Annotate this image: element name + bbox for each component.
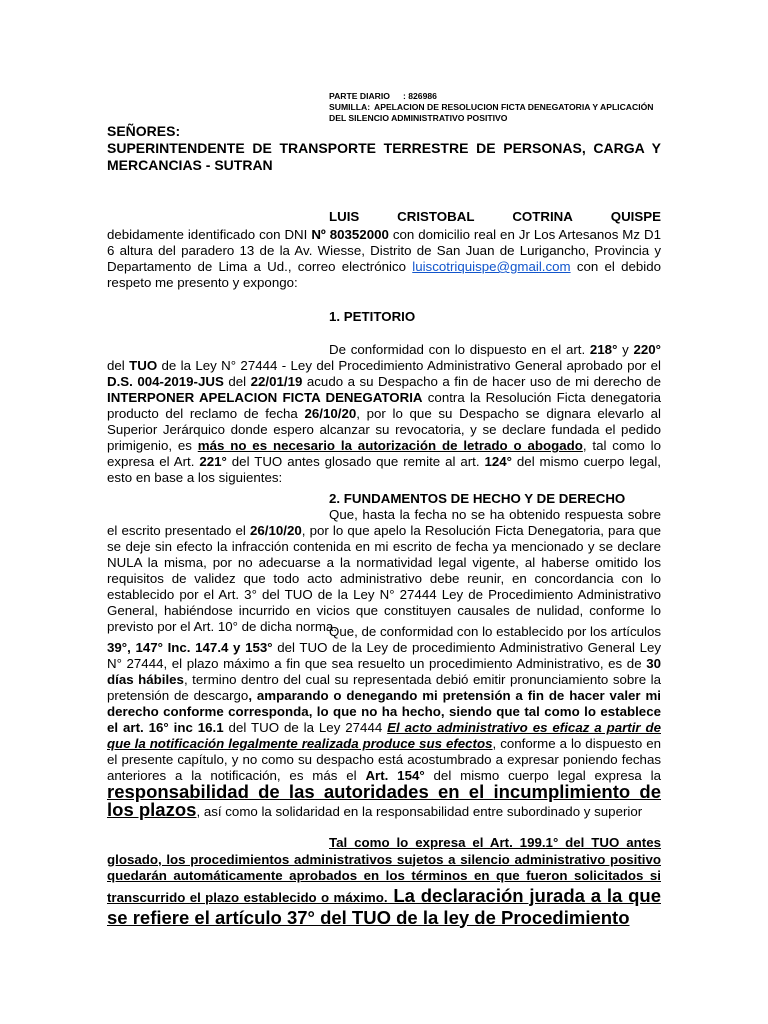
text: Que, hasta la fecha no se ha obtenido respuesta sobre el escrito presentado el — [107, 507, 661, 538]
text: , así como la solidaridad en la responsabilidad entre subordinado y superior — [196, 804, 643, 819]
section-title-fundamentos: 2. FUNDAMENTOS DE HECHO Y DE DERECHO — [329, 491, 626, 506]
section-title-petitorio: 1. PETITORIO — [329, 309, 416, 324]
parte-diario-value: : 826986 — [403, 91, 437, 101]
name-word: CRISTOBAL — [397, 209, 475, 224]
intro-text: debidamente identificado con DNI — [107, 227, 312, 242]
sumilla-text-1: APELACION DE RESOLUCION FICTA DENEGATORIA Y APLICACIÓN — [374, 102, 654, 112]
addressee-line-1: SEÑORES: — [107, 123, 181, 139]
text: De conformidad con lo dispuesto en el art. — [329, 342, 590, 357]
sumilla-label: SUMILLA: — [329, 102, 371, 112]
text: 221° — [199, 454, 227, 469]
addressee-line-2: SUPERINTENDENTE DE TRANSPORTE TERRESTRE DE PERSONAS, CARGA Y MERCANCIAS - SUTRAN — [107, 140, 661, 173]
text: responsabilidad de las autoridades en el incumplimiento de los plazos — [107, 781, 661, 820]
text: TUO — [129, 358, 158, 373]
text: del TUO antes glosado que remite al art. — [226, 454, 485, 469]
text: de la Ley N° 27444 - Ley del Procedimiento Administrativo General aprobado por el — [157, 358, 661, 373]
text: , por lo que su Despacho se dignara elevarlo al Superior Jerárquico donde espero alcanzar su revocatoria, y se declare fundada el pedido primigenio, es — [107, 406, 661, 453]
text: , amparando o denegando mi pretensión a fin de hacer valer mi derecho conforme corresponda, lo que no ha hecho, siendo que tal como lo establece el art. — [107, 688, 661, 735]
text: 30 días hábiles — [107, 656, 661, 687]
text: 26/10/20 — [304, 406, 357, 421]
name-word: QUISPE — [610, 209, 661, 224]
text: , por lo que apelo la Resolución Ficta Denegatoria, para que se deje sin efecto la infracción contenida en mi escrito de fecha ya mencionado y se declare NULA la misma, por no adecuarse a la normatividad legal vigente, al haberse omitido los requisitos de validez que todo acto administrativo debe reunir, en concordancia con lo establecido por el Art. 3° del TUO de la Ley N° 27444 Ley de Procedimiento Administrativo General, habiéndose incurrido en vicios que constituyen causales de nulidad, conforme lo previsto por el Art. 10° de dicha norma. — [107, 523, 661, 634]
text: D.S. 004-2019-JUS — [107, 374, 224, 389]
text: del TUO de la Ley de procedimiento Administrativo General Ley N° 27444, el plazo máximo a fin que sea resuelto un procedimiento Administrativo, es de — [107, 640, 662, 671]
dni-number: Nº 80352000 — [311, 227, 389, 242]
text: 220° — [633, 342, 661, 357]
text: 16° inc 16.1 — [148, 720, 224, 735]
parte-diario-label: PARTE DIARIO — [329, 91, 390, 101]
name-word: LUIS — [329, 209, 360, 224]
text: del — [223, 374, 251, 389]
text: 22/01/19 — [250, 374, 303, 389]
text: Art. 154° — [365, 768, 425, 783]
text: Que, de conformidad con lo establecido por los artículos — [329, 624, 661, 639]
text: del mismo cuerpo legal expresa la — [424, 768, 662, 783]
text: acudo a su Despacho a fin de hacer uso de mi derecho de — [302, 374, 661, 389]
text: más no es necesario la autorización de letrado o abogado — [197, 438, 583, 453]
text: El acto administrativo es eficaz a partir de que la notificación legalmente realizada produce sus efectos — [107, 720, 661, 751]
text: La declaración jurada a la que se refiere el artículo 37° del TUO de la ley de Procedimiento — [107, 884, 661, 928]
sumilla-row — [329, 102, 653, 113]
document-header — [329, 91, 653, 124]
text: , termino dentro del cual su representada debió emitir pronunciamiento sobre la pretensión de descargo — [107, 672, 661, 703]
parte-diario-row — [329, 91, 653, 102]
text: 39°, 147° Inc. 147.4 y 153° — [107, 640, 273, 655]
sumilla-text-2: DEL SILENCIO ADMINISTRATIVO POSITIVO — [329, 113, 508, 123]
fundamentos-paragraph-1 — [107, 507, 661, 635]
petitorio-paragraph — [107, 342, 661, 486]
fundamentos-paragraph-3 — [107, 835, 661, 929]
text: 124° — [484, 454, 512, 469]
text: del — [107, 358, 130, 373]
applicant-name — [329, 209, 661, 224]
text: contra la Resolución Ficta denegatoria producto del reclamo de fecha — [107, 390, 661, 421]
intro-text: con domicilio real en Jr Los Artesanos Mz D1 6 altura del paradero 13 de la Av. Wiesse, Distrito de San Juan de Lurigancho, Provincia y Departamento de Lima a Ud., correo electrónico — [107, 227, 661, 274]
fundamentos-paragraph-2 — [107, 624, 661, 820]
text: del TUO de la Ley 27444 — [223, 720, 388, 735]
text: 218° — [589, 342, 618, 357]
email-link[interactable]: luiscotriquispe@gmail.com — [412, 259, 571, 274]
addressee — [107, 123, 661, 174]
text: Tal como lo expresa el Art. 199.1° del TUO antes glosado, los procedimientos administrativos sujetos a silencio administrativo positivo quedarán automáticamente aprobados en los términos en que fueron solicitados si transcurrido el plazo establecido o máximo. — [107, 835, 661, 905]
text: 26/10/20 — [249, 523, 302, 538]
intro-text: con el debido respeto me presento y expongo: — [107, 259, 661, 290]
intro-paragraph — [107, 227, 661, 291]
text: del mismo cuerpo legal, esto en base a los siguientes: — [107, 454, 661, 485]
text: , tal como lo expresa el Art. — [107, 438, 662, 469]
text: , conforme a lo dispuesto en el presente capítulo, y no como su despacho está acostumbrado a expresar poniendo fechas anteriores a la notificación, es más el — [107, 736, 661, 783]
text: INTERPONER APELACION FICTA DENEGATORIA — [107, 390, 423, 405]
text: y — [617, 342, 634, 357]
name-word: COTRINA — [512, 209, 573, 224]
